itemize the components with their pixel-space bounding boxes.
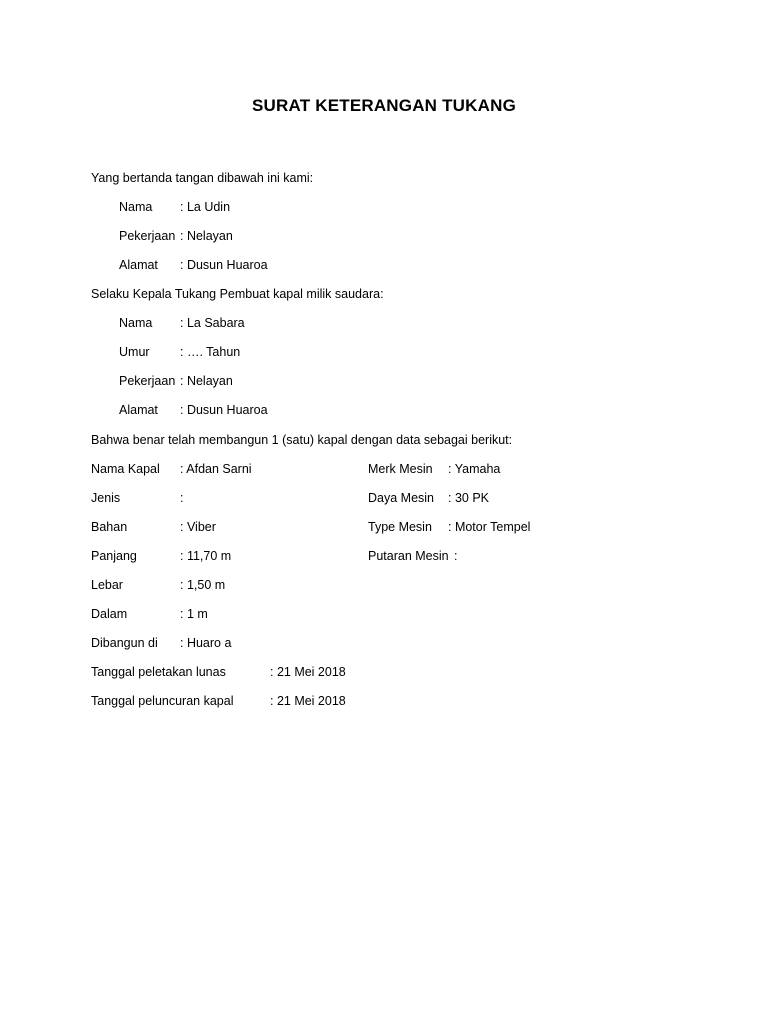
field-label: Nama [119, 316, 153, 330]
field-label: Nama Kapal [91, 462, 160, 476]
intro-text: Yang bertanda tangan dibawah ini kami: [91, 171, 314, 185]
field-value: : 30 PK [448, 491, 489, 505]
field-label: Nama [119, 200, 153, 214]
field-value: : Afdan Sarni [180, 462, 252, 476]
field-label: Alamat [119, 258, 158, 272]
field-value: : Nelayan [180, 374, 233, 388]
field-value: : Motor Tempel [448, 520, 531, 534]
field-label: Merk Mesin [368, 462, 433, 476]
field-label: Umur [119, 345, 150, 359]
field-value: : Viber [180, 520, 216, 534]
field-value: : 21 Mei 2018 [270, 665, 346, 679]
field-label: Dibangun di [91, 636, 158, 650]
field-label: Alamat [119, 403, 158, 417]
field-label: Bahan [91, 520, 128, 534]
field-label: Pekerjaan [119, 374, 176, 388]
field-label: Daya Mesin [368, 491, 434, 505]
field-value: : 1 m [180, 607, 208, 621]
field-label: Putaran Mesin [368, 549, 449, 563]
statement-text: Bahwa benar telah membangun 1 (satu) kapal dengan data sebagai berikut: [91, 433, 513, 447]
document-title: SURAT KETERANGAN TUKANG [252, 96, 516, 115]
field-label: Dalam [91, 607, 128, 621]
field-label: Type Mesin [368, 520, 432, 534]
field-label: Panjang [91, 549, 137, 563]
field-label: Jenis [91, 491, 121, 505]
field-value: : Nelayan [180, 229, 233, 243]
field-value: : Dusun Huaroa [180, 258, 268, 272]
field-value: : …. Tahun [180, 345, 241, 359]
owner-intro-text: Selaku Kepala Tukang Pembuat kapal milik saudara: [91, 287, 384, 301]
field-value: : Yamaha [448, 462, 501, 476]
field-label: Tanggal peletakan lunas [91, 665, 226, 679]
field-value: : [454, 549, 458, 563]
field-value: : Huaro a [180, 636, 232, 650]
field-label: Tanggal peluncuran kapal [91, 694, 234, 708]
field-value: : 21 Mei 2018 [270, 694, 346, 708]
field-value: : Dusun Huaroa [180, 403, 268, 417]
field-value: : [180, 491, 184, 505]
field-value: : 11,70 m [180, 549, 232, 563]
field-value: : La Udin [180, 200, 231, 214]
field-value: : La Sabara [180, 316, 245, 330]
field-label: Pekerjaan [119, 229, 176, 243]
field-label: Lebar [91, 578, 123, 592]
field-value: : 1,50 m [180, 578, 226, 592]
